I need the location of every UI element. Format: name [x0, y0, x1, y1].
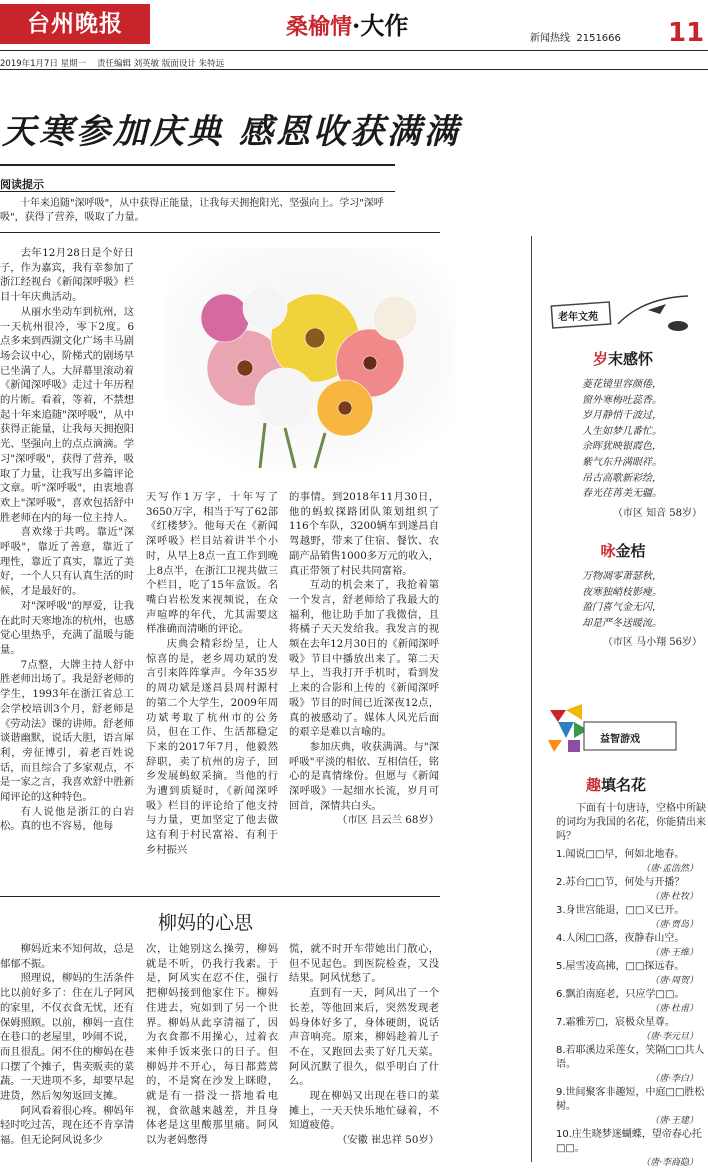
poem-line: 吊古高歌新彩绘，: [582, 472, 662, 484]
poem-line: 余晖犹映银霞色，: [582, 441, 662, 453]
quiz-source: （唐·孟浩然）: [641, 864, 698, 874]
paragraph: 去年12月28日是个好日子，作为嘉宾，我有幸参加了浙江经视台《新闻深呼吸》栏目十年庆典活动。: [0, 247, 134, 304]
quiz-item: 5.屋雪凌高拂，□□探远春。: [556, 961, 685, 972]
poem-1-signature: （市区 知音 58岁）: [612, 507, 702, 519]
article1-column-1: [0, 246, 134, 834]
column-title-b: ·大作: [352, 11, 409, 40]
article2-title: 柳妈的心思: [158, 912, 254, 934]
poem-2: [538, 540, 708, 648]
paragraph: 次，让她别这么操劳，柳妈就是不听，仍我行我素。于是，阿风实在忍不住，强行把柳妈接到他家住下。柳妈住进去，宛如到了另一个世界。柳妈从此享清福了，因为衣食都不用操心，过着衣来伸手饭来张口的日子。但柳妈并不开心，每日都蔫蔫的，不是窝在沙发上眯瞪，就是有一搭没一搭地看电视，食欲越来越差，并且身体老是这里酸那里痛。阿风以为老妈憋得: [146, 943, 278, 1147]
paragraph: 从丽水坐动车到杭州，这一天杭州很冷，零下2度。6点多来到西湖文化广场丰马剧场会议中心，阶梯式的剧场早已坐满了人。大屏幕里滚动着《新闻深呼吸》走过十年历程的片断。看着，等着，不禁想起十年来追随"深呼吸"，从中获得正能量，让我每天拥抱阳光、坚强向上的点点滴滴。学习"深呼吸"，获得了营养，吸取了力量，让我写出多篇评论文章。听"深呼吸"，由衷地喜欢上"深呼吸"，喜欢包括舒中胜老师在内的每一位主持人。: [0, 305, 134, 524]
quiz-item: 3.身世宫能退，□□又已开。: [556, 905, 685, 916]
game-tag-label: 益智游戏: [600, 734, 640, 745]
headline: 天寒参加庆典 感恩收获满满: [2, 112, 461, 152]
reading-tip-label: 阅读提示: [0, 178, 44, 191]
article2-column-1: [0, 942, 134, 1148]
poem-line: 夜寒独峭枝影瘦。: [582, 586, 662, 598]
quiz-item: 10.庄生晓梦迷蝴蝶，望帝春心托□□。: [556, 1129, 702, 1154]
paragraph: 对"深呼吸"的厚爱，让我在此时天寒地冻的杭州，也感觉心里热乎，充满了温暖与能量。: [0, 599, 134, 656]
flower-bouquet-image: [165, 248, 455, 472]
quiz-item: 2.苏台□□节，何处与开播？: [556, 877, 685, 888]
reading-tip-rule: [0, 191, 395, 192]
quiz-intro: 下面有十句唐诗，空格中所缺的词均为我国的名花，你能猜出来吗？: [556, 803, 706, 842]
poem-1-title-rest: 末感怀: [608, 350, 654, 368]
paragraph: 直到有一天，阿风出了一个长差，等他回来后，突然发现老妈身体好多了，身体硬朗，说话声音响亮。原来，柳妈趁着儿子不在，又跑回去卖了好几天菜。阿风沉默了很久，似乎明白了什么。: [289, 987, 439, 1088]
poem-2-title-first: 咏: [600, 542, 616, 560]
article2-rule: [0, 896, 440, 897]
quiz-list: [556, 848, 706, 1170]
quiz-item: 6.飘泊南庭老，只应学□□。: [556, 989, 685, 1000]
hotline: [530, 29, 621, 44]
quiz-item: 7.霜雅芳□，宸极众星尊。: [556, 1017, 675, 1028]
quiz-title: [586, 774, 646, 795]
poem-line: 紫气东升满眼祥。: [582, 456, 662, 468]
paragraph: 的事情。到2018年11月30日，他的蚂蚁探路团队策划组织了116个车队，3200辆车到遂昌自驾越野，带来了住宿、餐饮、农副产品销售1000多万元的收入，真正带领了村民共同富裕。: [289, 491, 439, 577]
paragraph: 柳妈近来不知何故，总是郁郁不振。: [0, 943, 134, 970]
section-tag-label: 老年文苑: [558, 312, 598, 323]
column-title: [286, 6, 456, 41]
article1-column-3: [289, 490, 439, 828]
masthead-rule: [0, 50, 708, 51]
quiz-source: （唐·杜牧）: [650, 892, 698, 902]
poem-1: [538, 348, 708, 519]
poem-line: 人生如梦几番忙。: [582, 425, 662, 437]
quiz-source: （唐·李元旦）: [641, 1032, 698, 1042]
paragraph: 照理说，柳妈的生活条件比以前好多了：住在儿子阿风的家里，不仅衣食无忧，还有保姆照顾。以前，柳妈一直住在巷口的老屋里，吵闹不说，而且很乱。闲不住的柳妈在巷口摆了个摊子，售卖贩卖的菜蔬。一天进项不多，却要早起进货，然后匆匆返回支摊。: [0, 972, 134, 1103]
section-tag-puzzle: [544, 700, 684, 760]
quiz-source: （唐·贾岛）: [650, 920, 698, 930]
poem-line: 菱花镜里容颜倦，: [582, 379, 662, 390]
quiz-source: （唐·杜甫）: [650, 1004, 698, 1014]
paragraph: 喜欢缘于共鸣。靠近"深呼吸"，靠近了善意，靠近了理性，靠近了真实，靠近了美好，一个人只有认真生活的时候，才是最好的。: [0, 526, 134, 598]
paragraph: 互动的机会来了，我抢着第一个发言，舒老师给了我最大的福利，他让助手加了我微信，且将橘子天天发给我。我发言的视频在去年12月30日的《新闻深呼吸》节目中播放出来了。第二天早上，当我打开手机时，看到发上来的合影和上传的《新闻深呼吸》节目的时间已近深夜12点，真的被感动了。媒体人风光后面的艰辛是难以言喻的。: [289, 579, 439, 739]
hotline-number: 2151666: [576, 33, 621, 44]
poem-line: 却是严冬送暖流。: [582, 617, 662, 629]
poem-2-signature: （市区 马小翔 56岁）: [602, 637, 702, 649]
paragraph: 参加庆典，收获满满。与"深呼吸"平淡的相依、互相信任，铭心的是真情缘份。但愿与《新闻深呼吸》一起细水长流，岁月可回首，深情共白头。: [289, 740, 439, 812]
quiz-source: （唐·周贺）: [650, 976, 698, 986]
paragraph: 慌，就不时开车带她出门散心，但不见起色。到医院检查，又没结果。阿风忧愁了。: [289, 943, 439, 985]
paragraph: 现在柳妈又出现在巷口的菜摊上，一天天快乐地忙碌着，不知道疲倦。: [289, 1090, 439, 1132]
poem-2-title: [538, 540, 708, 561]
article2-column-3: [289, 942, 439, 1148]
poem-line: 盈门喜气金无闪，: [582, 602, 662, 614]
article1-column-2: [146, 490, 278, 858]
quiz-item: 9.世间聚客非趣短，中庭□□胜松树。: [556, 1087, 705, 1112]
meta-rule: [0, 69, 708, 70]
paragraph: 有人说他是浙江的白岩松。真的也不容易，他每: [0, 805, 134, 833]
quiz-source: （唐·李白）: [650, 1074, 698, 1084]
poem-line: 窗外寒梅吐蕊香。: [582, 394, 662, 406]
poem-line: 万物凋零萧瑟秋，: [582, 571, 662, 582]
paragraph: 7点整，大牌主持人舒中胜老师出场了。我是舒老师的学生，1993年在浙江省总工会学校培训3个月，舒老师是《劳动法》课的讲师。舒老师谈谐幽默，说话大胆，语言犀利，旁征博引，着老百姓说话，而且综合了多家观点，不是一家之言，我喜欢舒中胜新闻评论的这种特色。: [0, 658, 134, 804]
quiz-title-rest: 填名花: [601, 776, 647, 794]
article2-signature: （安徽 崔忠祥 50岁）: [336, 1134, 439, 1147]
quiz-source: （唐·王建）: [650, 1116, 698, 1126]
quiz-item: 4.人闲□□落，夜静春山空。: [556, 933, 685, 944]
column-divider: [531, 236, 532, 1162]
quiz-item: 8.若耶溪边采莲女，笑隔□□共人语。: [556, 1045, 705, 1070]
headline-rule: [0, 164, 395, 166]
poem-line: 岁月静悄千波过，: [582, 410, 662, 422]
page-number: 11: [668, 18, 705, 48]
section-tag-old-literary: [548, 294, 698, 334]
article1-signature: （市区 吕云兰 68岁）: [336, 814, 439, 827]
paragraph: 庆典会精彩纷呈，让人惊喜的是，老乡周功斌的发言引来阵阵掌声。今年35岁的周功斌是遂昌县周村源村的第二个大学生，2009年周功斌考取了杭州市的公务员，但在工作、生活都稳定下来的2017年7月，他毅然辞职，卖了杭州的房子，回乡发展蚂蚁采摘。当他的行为遭到质疑时，《新闻深呼吸》栏目的评论给了他支持与力量，更加坚定了他去做这有利于村民富裕、有利于乡村振兴: [146, 638, 278, 856]
paper-logo: 台州晚报: [0, 4, 150, 44]
intro-rule: [0, 232, 440, 233]
quiz-source: （唐·李商隐）: [641, 1158, 698, 1168]
editor-credits: 责任编辑 刘英敏 版面设计 朱特远: [96, 59, 225, 69]
article2-column-2: [146, 942, 278, 1148]
hotline-label: 新闻热线: [530, 33, 570, 44]
quiz-title-first: 趣: [586, 776, 602, 794]
quiz-item: 1.闻说□□早，何如北地春。: [556, 849, 685, 860]
column-title-a: 桑榆情: [286, 14, 353, 40]
quiz-source: （唐·王维）: [650, 948, 698, 958]
date: 2019年1月7日 星期一: [0, 59, 87, 69]
poem-1-title-first: 岁: [592, 350, 608, 368]
poem-line: 春光荏苒美无疆。: [582, 488, 662, 500]
poem-1-title: [538, 348, 708, 369]
poem-2-title-rest: 金桔: [615, 542, 646, 560]
date-line: [0, 57, 224, 69]
paragraph: 天写作1万字，十年写了3650万字，相当于写了62部《红楼梦》。他每天在《新闻深呼吸》栏目站着讲半个小时，从早上8点一直工作到晚上8点半，在浙江卫视共做三个栏目，吃了15年盒饭。名嘴白岩松发来视频说，在众声喧哗的年代，尤其需要这样准确而清晰的评论。: [146, 491, 278, 636]
reading-tip-text: 十年来追随"深呼吸"，从中获得正能量，让我每天拥抱阳光、坚强向上。学习"深呼吸"，获得了营养，吸取了力量。: [0, 198, 384, 223]
paragraph: 阿风看着很心疼。柳妈年轻时吃过苦，现在还不肯享清福。但无论阿风说多少: [0, 1104, 134, 1147]
